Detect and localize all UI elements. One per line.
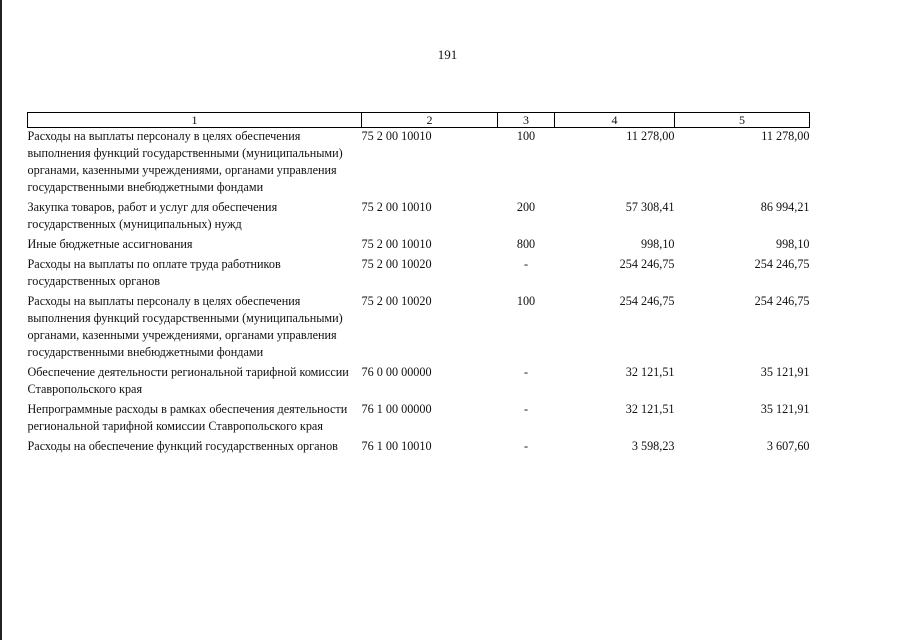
target-code: 75 2 00 10020 — [361, 257, 432, 271]
expense-type: 200 — [516, 200, 536, 214]
table-row — [28, 401, 810, 438]
amount-col4: 57 308,41 — [625, 200, 675, 214]
amount-col5: 254 246,75 — [754, 294, 810, 308]
target-code: 75 2 00 10010 — [361, 200, 432, 214]
table-row — [28, 128, 810, 200]
target-code: 75 2 00 10010 — [361, 237, 432, 251]
amount-col4: 3 598,23 — [631, 439, 675, 453]
column-header: 3 — [498, 113, 555, 128]
expense-name: Расходы на обеспечение функций государственных органов — [27, 439, 338, 453]
expense-name: Расходы на выплаты персоналу в целях обеспечения выполнения функций государственными (муниципальными) органами, казенными учреждениями, органами управления государственными внебюджетными фондами — [27, 294, 343, 359]
expense-name: Непрограммные расходы в рамках обеспечения деятельности региональной тарифной комиссии Ставропольского края — [27, 402, 348, 433]
amount-col5: 35 121,91 — [760, 365, 810, 379]
target-code: 76 0 00 00000 — [361, 365, 432, 379]
amount-col5: 254 246,75 — [754, 257, 810, 271]
amount-col5: 3 607,60 — [766, 439, 810, 453]
target-code: 76 1 00 10010 — [361, 439, 432, 453]
amount-col4: 998,10 — [640, 237, 675, 251]
target-code: 76 1 00 00000 — [361, 402, 432, 416]
expense-name: Иные бюджетные ассигнования — [27, 237, 193, 251]
table-row — [28, 256, 810, 293]
table-row — [28, 364, 810, 401]
expense-type: 100 — [516, 294, 536, 308]
table-row — [28, 293, 810, 364]
target-code: 75 2 00 10010 — [361, 129, 432, 143]
amount-col4: 254 246,75 — [619, 294, 675, 308]
column-header: 1 — [28, 113, 362, 128]
amount-col4: 11 278,00 — [626, 129, 675, 143]
amount-col4: 254 246,75 — [619, 257, 675, 271]
amount-col4: 32 121,51 — [625, 365, 675, 379]
expense-name: Расходы на выплаты по оплате труда работников государственных органов — [27, 257, 281, 288]
column-header: 4 — [555, 113, 675, 128]
expense-name: Закупка товаров, работ и услуг для обеспечения государственных (муниципальных) нужд — [27, 200, 278, 231]
header-row — [28, 113, 810, 128]
expense-type: - — [523, 439, 529, 453]
amount-col5: 998,10 — [775, 237, 810, 251]
amount-col5: 86 994,21 — [760, 200, 810, 214]
table-row — [28, 199, 810, 236]
expense-name: Обеспечение деятельности региональной тарифной комиссии Ставропольского края — [27, 365, 349, 396]
expense-type: 100 — [516, 129, 536, 143]
expense-type: - — [523, 257, 529, 271]
amount-col5: 11 278,00 — [761, 129, 810, 143]
column-header: 5 — [675, 113, 810, 128]
expense-type: - — [523, 402, 529, 416]
expense-name: Расходы на выплаты персоналу в целях обеспечения выполнения функций государственными (муниципальными) органами, казенными учреждениями, органами управления государственными внебюджетными фондами — [27, 129, 343, 194]
column-header: 2 — [362, 113, 498, 128]
expense-type: - — [523, 365, 529, 379]
left-margin-rule — [0, 0, 2, 640]
target-code: 75 2 00 10020 — [361, 294, 432, 308]
page-number: 191 — [437, 47, 458, 62]
table-row — [28, 236, 810, 256]
amount-col5: 35 121,91 — [760, 402, 810, 416]
budget-table — [27, 112, 810, 455]
table-row — [28, 438, 810, 455]
amount-col4: 32 121,51 — [625, 402, 675, 416]
expense-type: 800 — [516, 237, 536, 251]
